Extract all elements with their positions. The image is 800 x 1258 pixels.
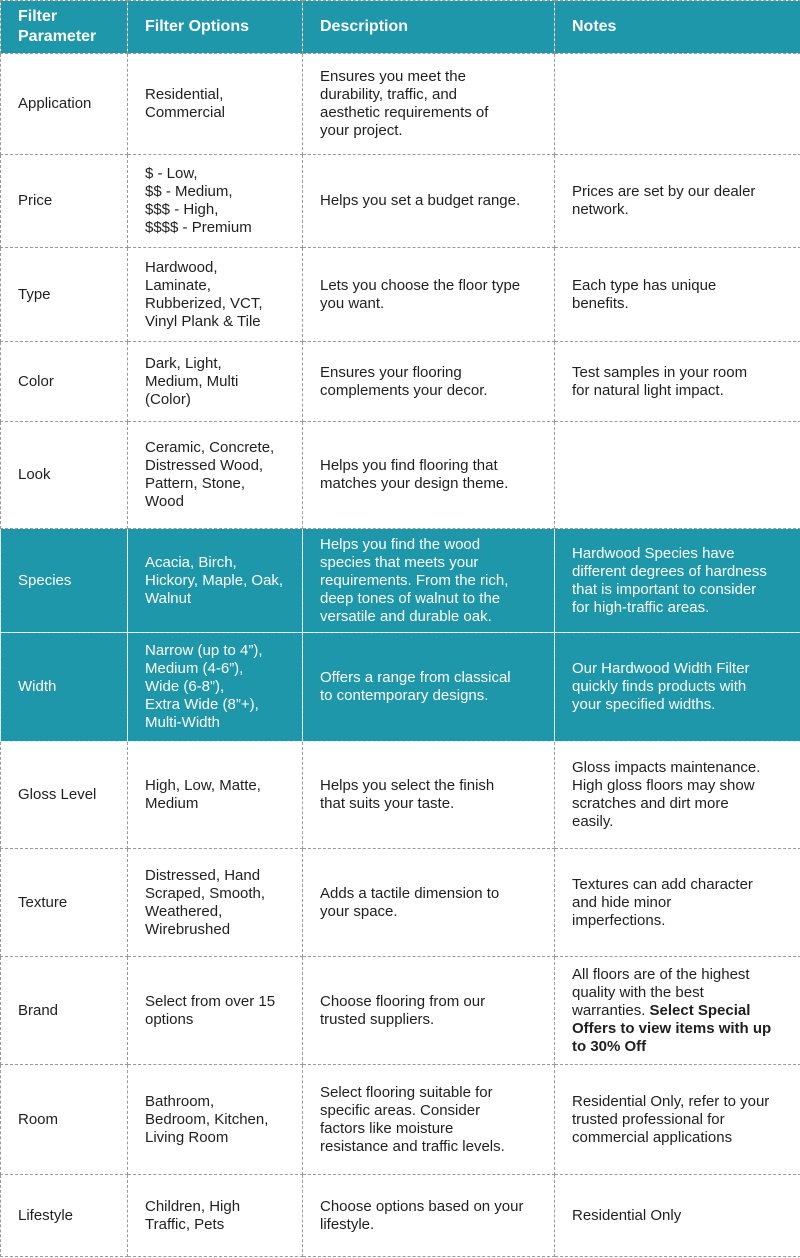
options-cell: High, Low, Matte, Medium [128,742,303,849]
options-cell: Bathroom, Bedroom, Kitchen, Living Room [128,1065,303,1175]
description-cell: Offers a range from classical to contemporary designs. [303,633,555,742]
notes-text: Residential Only, refer to your trusted professional for commercial applications [572,1092,770,1146]
table-row [1,422,800,529]
parameter-cell: Type [1,248,128,342]
options-cell: Narrow (up to 4”), Medium (4-6”), Wide (6-8”), Extra Wide (8”+), Multi-Width [128,633,303,742]
parameter-cell: Room [1,1065,128,1175]
table-row [1,54,800,155]
notes-text: Test samples in your room for natural light impact. [572,363,748,399]
header-row [1,1,800,54]
description-cell: Helps you find flooring that matches your design theme. [303,422,555,529]
description-cell: Helps you set a budget range. [303,155,555,248]
options-cell: Hardwood, Laminate, Rubberized, VCT, Vinyl Plank & Tile [128,248,303,342]
options-cell: Distressed, Hand Scraped, Smooth, Weathered, Wirebrushed [128,849,303,957]
parameter-cell: Gloss Level [1,742,128,849]
table-row [1,957,800,1065]
parameter-cell: Application [1,54,128,155]
parameter-cell: Color [1,342,128,422]
notes-text: Hardwood Species have different degrees of hardness that is important to consider for high-traffic areas. [572,544,767,616]
parameter-cell: Width [1,633,128,742]
options-cell: Select from over 15 options [128,957,303,1065]
notes-text: Prices are set by our dealer network. [572,183,756,218]
notes-text: Our Hardwood Width Filter quickly finds products with your specified widths. [572,660,750,713]
notes-text: Each type has unique benefits. [572,276,717,312]
notes-text: Residential Only [572,1206,682,1224]
parameter-cell: Lifestyle [1,1175,128,1257]
parameter-cell: Species [1,529,128,633]
description-cell: Choose flooring from our trusted suppliers. [303,957,555,1065]
parameter-cell: Brand [1,957,128,1065]
options-cell: Residential, Commercial [128,54,303,155]
notes-cell [555,633,800,742]
options-cell: Ceramic, Concrete, Distressed Wood, Pattern, Stone, Wood [128,422,303,529]
notes-cell [555,1175,800,1257]
header-filter-options: Filter Options [128,1,303,54]
options-cell: Children, High Traffic, Pets [128,1175,303,1257]
notes-cell [555,1065,800,1175]
notes-cell [555,54,800,155]
notes-cell [555,529,800,633]
notes-cell [555,155,800,248]
table-row [1,529,800,633]
notes-cell [555,849,800,957]
header-notes: Notes [555,1,800,54]
table-row [1,849,800,957]
options-cell: Dark, Light, Medium, Multi (Color) [128,342,303,422]
notes-cell [555,422,800,529]
description-cell: Helps you find the wood species that meets your requirements. From the rich, deep tones of walnut to the versatile and durable oak. [303,529,555,633]
parameter-cell: Price [1,155,128,248]
table-row [1,1065,800,1175]
description-cell: Choose options based on your lifestyle. [303,1175,555,1257]
table-row [1,742,800,849]
table-row [1,342,800,422]
notes-cell [555,342,800,422]
description-cell: Adds a tactile dimension to your space. [303,849,555,957]
options-cell: $ - Low, $$ - Medium, $$$ - High, $$$$ - Premium [128,155,303,248]
notes-cell [555,957,800,1065]
description-cell: Ensures your flooring complements your decor. [303,342,555,422]
table-row [1,155,800,248]
description-cell: Select flooring suitable for specific areas. Consider factors like moisture resistance and traffic levels. [303,1065,555,1175]
description-cell: Lets you choose the floor type you want. [303,248,555,342]
description-cell: Ensures you meet the durability, traffic, and aesthetic requirements of your project. [303,54,555,155]
parameter-cell: Texture [1,849,128,957]
header-description: Description [303,1,555,54]
notes-text: All floors are of the highest quality with the best warranties. [572,965,750,1019]
table-body [1,54,800,1257]
header-filter-parameter: Filter Parameter [1,1,128,54]
notes-bold-text: Select Special Offers to view items with up to 30% Off [572,1001,772,1055]
table-row [1,248,800,342]
parameter-cell: Look [1,422,128,529]
options-cell: Acacia, Birch, Hickory, Maple, Oak, Walnut [128,529,303,633]
table-row [1,1175,800,1257]
notes-text: Textures can add character and hide minor imperfections. [572,875,753,929]
notes-cell [555,248,800,342]
table-row [1,633,800,742]
notes-cell [555,742,800,849]
description-cell: Helps you select the finish that suits your taste. [303,742,555,849]
notes-text: Gloss impacts maintenance. High gloss floors may show scratches and dirt more easily. [572,759,761,830]
